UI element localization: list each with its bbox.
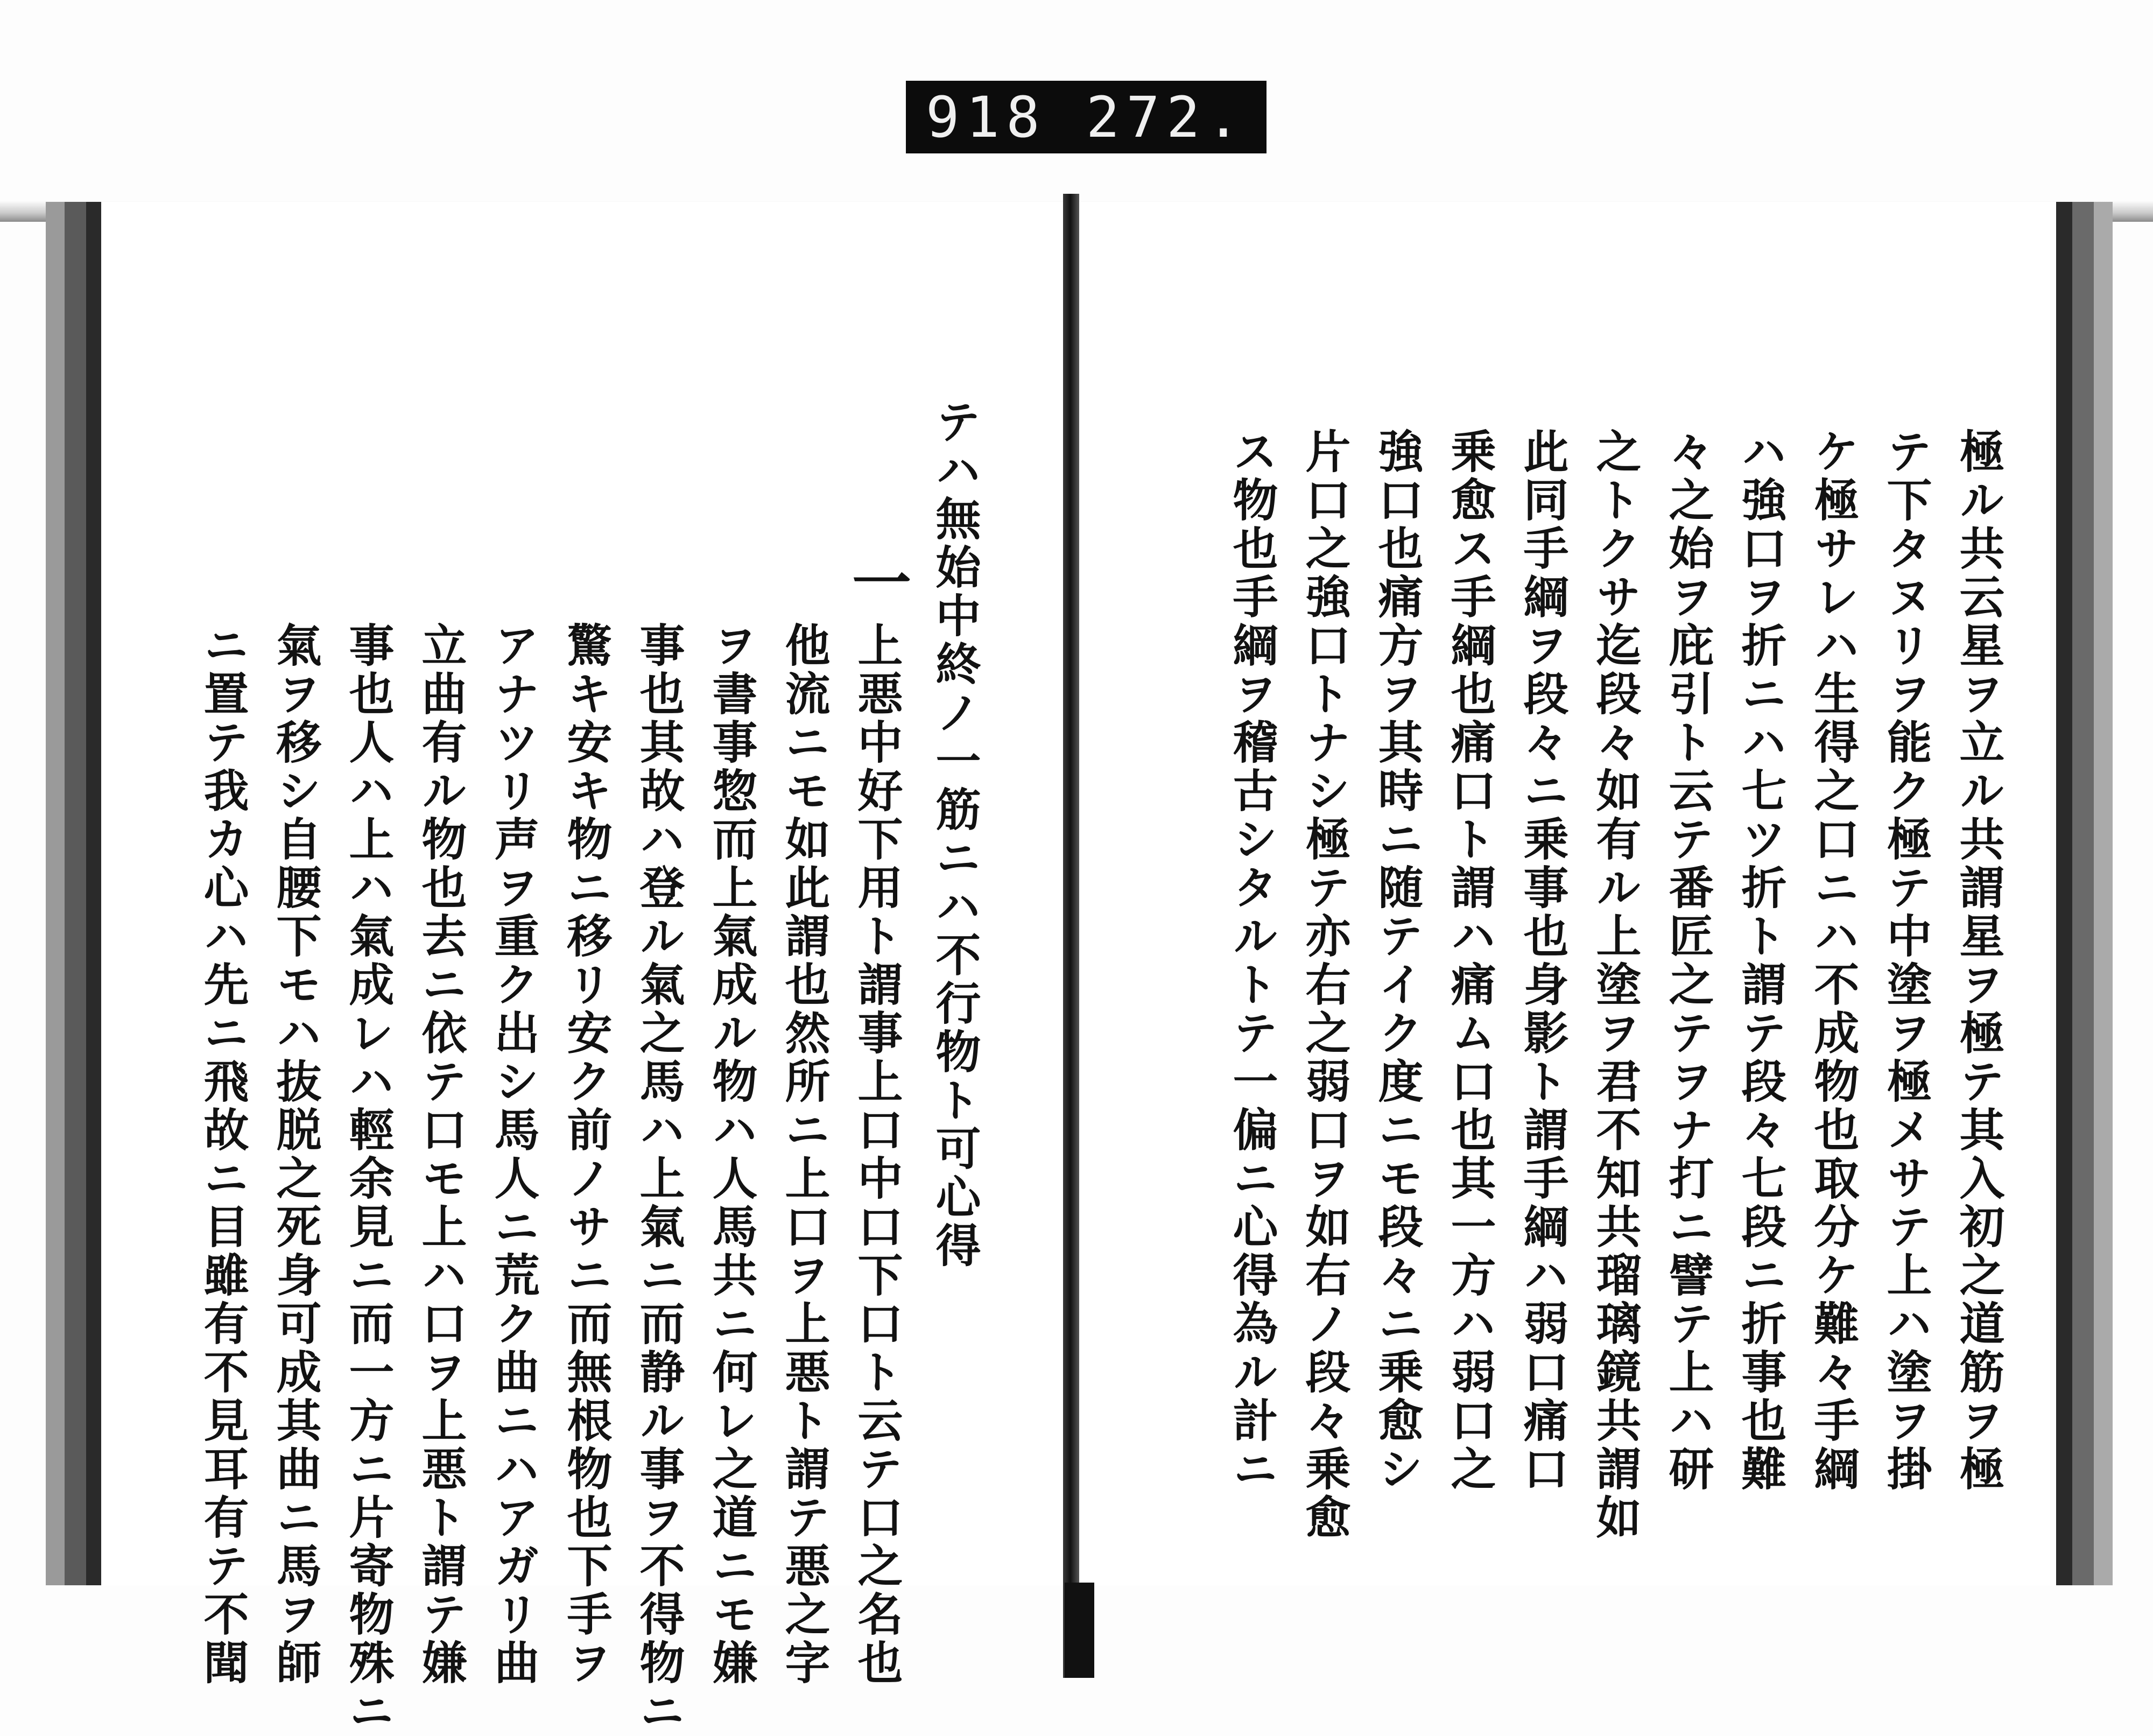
right-col-10: 片口之強口トナシ極テ亦右之弱口ヲ如右ノ段々乗愈 — [1298, 428, 1352, 1542]
left-col-9: 事也人ハ上ハ氣成レハ輕余見ニ而一方ニ片寄物殊ニ — [342, 622, 395, 1736]
left-col-6: 驚キ安キ物ニ移リ安ク前ノサニ而無根物也下手ヲ — [560, 622, 613, 1688]
right-col-8: 乗愈ス手綱也痛口ト謂ハ痛ム口也其一方ハ弱口之 — [1444, 428, 1497, 1494]
right-page — [1076, 202, 2072, 1585]
archive-number-right: 272. — [1086, 84, 1247, 150]
left-col-5: 事也其故ハ登ル氣之馬ハ上氣ニ而静ル事ヲ不得物ニ — [632, 622, 686, 1736]
right-col-5: 々之始ヲ庇引ト云テ番匠之テヲナ打ニ譬テ上ハ研 — [1662, 428, 1715, 1494]
left-col-3: 他流ニモ如此謂也然所ニ上口ヲ上悪ト謂テ悪之字 — [778, 622, 831, 1688]
left-col-10: 氣ヲ移シ自腰下モハ抜脱之死身可成其曲ニ馬ヲ師 — [269, 622, 322, 1688]
right-col-3: ケ極サレハ生得之口ニハ不成物也取分ケ難々手綱 — [1807, 428, 1860, 1494]
left-col-2: 上悪中好下用ト謂事上口中口下口ト云テ口之名也 — [850, 622, 904, 1688]
left-page — [86, 202, 1089, 1736]
left-col-4: ヲ書事惣而上氣成ル物ハ人馬共ニ何レ之道ニモ嫌 — [705, 622, 758, 1688]
book-gutter-shadow — [1065, 1583, 1094, 1678]
left-col-11: ニ置テ我カ心ハ先ニ飛故ニ目雖有不見耳有テ不聞 — [196, 622, 250, 1688]
left-col-1: テハ無始中終ノ一筋ニハ不行物ト可心得 — [928, 398, 982, 1270]
right-col-6: 之トクサ迄段々如有ル上塗ヲ君不知共瑠璃鏡共謂如 — [1589, 428, 1642, 1542]
right-col-9: 強口也痛方ヲ其時ニ随テイク度ニモ段々ニ乗愈シ — [1371, 428, 1424, 1494]
book-gutter — [1063, 194, 1079, 1678]
archive-number-left: 918 — [925, 84, 1046, 150]
right-col-2: テ下タヌリヲ能ク極テ中塗ヲ極メサテ上ハ塗ヲ掛 — [1880, 428, 1933, 1494]
right-col-1: 極ル共云星ヲ立ル共謂星ヲ極テ其入初之道筋ヲ極 — [1952, 428, 2006, 1494]
left-col-8: 立曲有ル物也去ニ依テ口モ上ハ口ヲ上悪ト謂テ嫌 — [414, 622, 468, 1688]
left-col-7: アナツリ声ヲ重ク出シ馬人ニ荒ク曲ニハアガリ曲 — [487, 622, 540, 1688]
left-col-item-mark: 一 — [842, 552, 912, 614]
right-col-11: ス物也手綱ヲ稽古シタルトテ一偏ニ心得為ル計ニ — [1226, 428, 1279, 1494]
archive-label — [906, 81, 1267, 153]
right-col-4: ハ強口ヲ折ニハ七ツ折ト謂テ段々七段ニ折事也難 — [1734, 428, 1788, 1494]
right-col-7: 此同手綱ヲ段々ニ乗事也身影ト謂手綱ハ弱口痛口 — [1516, 428, 1570, 1494]
